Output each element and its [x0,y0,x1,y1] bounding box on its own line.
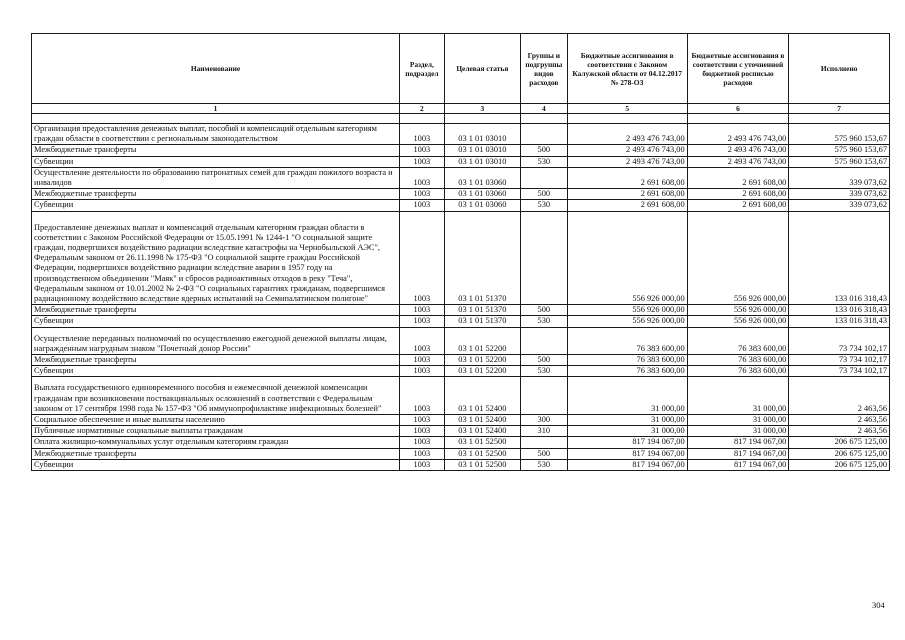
spacer-cell [400,114,445,124]
row-group: 530 [520,459,567,470]
table-row [32,366,890,377]
row-law-amount: 2 691 608,00 [567,167,687,188]
row-name: Субвенции [32,200,400,211]
table-row [32,211,890,305]
row-target: 03 1 01 51370 [444,305,520,316]
row-group: 500 [520,145,567,156]
row-name: Субвенции [32,366,400,377]
row-executed-amount: 73 734 102,17 [789,355,890,366]
row-revised-amount: 2 493 476 743,00 [687,124,789,145]
row-executed-amount: 575 960 153,67 [789,156,890,167]
row-target: 03 1 01 52500 [444,448,520,459]
table-row [32,189,890,200]
row-law-amount: 76 383 600,00 [567,366,687,377]
row-law-amount: 76 383 600,00 [567,327,687,354]
row-section: 1003 [400,211,445,305]
row-revised-amount: 2 493 476 743,00 [687,145,789,156]
row-revised-amount: 817 194 067,00 [687,437,789,448]
row-law-amount: 556 926 000,00 [567,305,687,316]
row-name: Субвенции [32,316,400,327]
row-name: Межбюджетные трансферты [32,145,400,156]
row-name: Предоставление денежных выплат и компенсаций отдельным категориям граждан области в соответствии с Законом Российской Федерации от 15.05.1991 № 1244-1 "О социальной защите граждан, подвергшихся воздействию радиации вследствие катастрофы на Чернобыльской АЭС", Федеральным законом от 26.11.1998 № 175-ФЗ "О социальной защите граждан Российской Федерации, подвергшихся воздействию радиации вследствие аварии в 1957 году на производственном объединении "Маяк" и сбросов радиоактивных отходов в реку "Теча", Федеральным законом от 10.01.2002 № 2-ФЗ "О социальных гарантиях гражданам, подвергшимся радиационному воздействию вследствие ядерных испытаний на Семипалатинском полигоне" [32,211,400,305]
row-name: Межбюджетные трансферты [32,448,400,459]
row-section: 1003 [400,366,445,377]
header-groups: Группы и подгруппы видов расходов [520,34,567,104]
row-revised-amount: 2 691 608,00 [687,167,789,188]
row-revised-amount: 817 194 067,00 [687,448,789,459]
row-group: 530 [520,366,567,377]
row-law-amount: 2 691 608,00 [567,189,687,200]
row-law-amount: 2 493 476 743,00 [567,156,687,167]
row-executed-amount: 133 016 318,43 [789,211,890,305]
row-revised-amount: 31 000,00 [687,377,789,415]
table-row [32,156,890,167]
row-group [520,211,567,305]
row-name: Межбюджетные трансферты [32,189,400,200]
row-executed-amount: 73 734 102,17 [789,366,890,377]
row-group: 530 [520,200,567,211]
table-row [32,200,890,211]
table-row [32,316,890,327]
spacer-cell [789,114,890,124]
row-executed-amount: 73 734 102,17 [789,327,890,354]
row-section: 1003 [400,355,445,366]
row-revised-amount: 2 691 608,00 [687,189,789,200]
row-section: 1003 [400,448,445,459]
row-name: Публичные нормативные социальные выплаты гражданам [32,426,400,437]
column-number: 4 [520,104,567,114]
row-section: 1003 [400,189,445,200]
row-section: 1003 [400,167,445,188]
table-row [32,377,890,415]
row-name: Осуществление деятельности по образованию патронатных семей для граждан пожилого возраста и инвалидов [32,167,400,188]
header-law-allocations: Бюджетные ассигнования в соответствии с Законом Калужской области от 04.12.2017 № 278-ОЗ [567,34,687,104]
row-name: Организация предоставления денежных выплат, пособий и компенсаций отдельным категориям граждан области в соответствии с региональным законодательством [32,124,400,145]
row-executed-amount: 133 016 318,43 [789,305,890,316]
spacer-row [32,114,890,124]
row-name: Оплата жилищно-коммунальных услуг отдельным категориям граждан [32,437,400,448]
row-group: 530 [520,316,567,327]
row-law-amount: 76 383 600,00 [567,355,687,366]
row-revised-amount: 76 383 600,00 [687,327,789,354]
row-law-amount: 2 493 476 743,00 [567,124,687,145]
row-name: Межбюджетные трансферты [32,305,400,316]
row-law-amount: 556 926 000,00 [567,316,687,327]
row-section: 1003 [400,156,445,167]
table-row [32,327,890,354]
row-section: 1003 [400,377,445,415]
column-number: 6 [687,104,789,114]
spacer-cell [687,114,789,124]
row-name: Субвенции [32,459,400,470]
row-target: 03 1 01 52400 [444,415,520,426]
page-number: 304 [872,600,885,610]
row-group [520,377,567,415]
header-row [32,34,890,104]
row-section: 1003 [400,437,445,448]
column-number: 5 [567,104,687,114]
row-section: 1003 [400,327,445,354]
column-number: 3 [444,104,520,114]
row-name: Субвенции [32,156,400,167]
header-section: Раздел, подраздел [400,34,445,104]
row-group: 500 [520,355,567,366]
row-name: Социальное обеспечение и иные выплаты населению [32,415,400,426]
row-executed-amount: 133 016 318,43 [789,316,890,327]
row-target: 03 1 01 52500 [444,459,520,470]
row-revised-amount: 556 926 000,00 [687,305,789,316]
row-group: 500 [520,189,567,200]
header-target: Целевая статья [444,34,520,104]
row-target: 03 1 01 03060 [444,200,520,211]
row-section: 1003 [400,305,445,316]
row-section: 1003 [400,200,445,211]
row-name: Выплата государственного единовременного пособия и ежемесячной денежной компенсации гражданам при возникновении поствакцинальных осложнений в соответствии с Федеральным законом от 17 сентября 1998 года № 157-ФЗ "Об иммунопрофилактике инфекционных болезней" [32,377,400,415]
row-group [520,167,567,188]
table-row [32,145,890,156]
row-target: 03 1 01 03060 [444,167,520,188]
table-row [32,459,890,470]
row-target: 03 1 01 03060 [444,189,520,200]
spacer-cell [520,114,567,124]
row-law-amount: 31 000,00 [567,377,687,415]
row-target: 03 1 01 52200 [444,327,520,354]
row-target: 03 1 01 03010 [444,145,520,156]
row-executed-amount: 2 463,56 [789,415,890,426]
table-row [32,167,890,188]
spacer-cell [32,114,400,124]
row-law-amount: 31 000,00 [567,426,687,437]
row-group [520,437,567,448]
column-number: 1 [32,104,400,114]
row-group [520,327,567,354]
row-executed-amount: 206 675 125,00 [789,448,890,459]
row-target: 03 1 01 52500 [444,437,520,448]
row-group: 530 [520,156,567,167]
spacer-cell [567,114,687,124]
header-name: Наименование [32,34,400,104]
row-revised-amount: 2 493 476 743,00 [687,156,789,167]
row-executed-amount: 206 675 125,00 [789,437,890,448]
row-revised-amount: 556 926 000,00 [687,316,789,327]
table-row [32,426,890,437]
row-law-amount: 31 000,00 [567,415,687,426]
row-target: 03 1 01 51370 [444,211,520,305]
row-revised-amount: 2 691 608,00 [687,200,789,211]
row-revised-amount: 76 383 600,00 [687,355,789,366]
row-law-amount: 817 194 067,00 [567,437,687,448]
row-group: 310 [520,426,567,437]
header-executed: Исполнено [789,34,890,104]
column-number-row [32,104,890,114]
column-number: 7 [789,104,890,114]
row-target: 03 1 01 52400 [444,377,520,415]
row-section: 1003 [400,459,445,470]
row-law-amount: 817 194 067,00 [567,459,687,470]
row-target: 03 1 01 51370 [444,316,520,327]
row-name: Межбюджетные трансферты [32,355,400,366]
table-row [32,448,890,459]
row-revised-amount: 31 000,00 [687,426,789,437]
row-section: 1003 [400,145,445,156]
table-row [32,305,890,316]
table-row [32,437,890,448]
budget-table-body [32,114,890,471]
row-executed-amount: 339 073,62 [789,189,890,200]
row-executed-amount: 575 960 153,67 [789,145,890,156]
row-group [520,124,567,145]
row-law-amount: 2 691 608,00 [567,200,687,211]
row-executed-amount: 2 463,56 [789,426,890,437]
row-executed-amount: 2 463,56 [789,377,890,415]
row-section: 1003 [400,316,445,327]
row-target: 03 1 01 52400 [444,426,520,437]
row-group: 300 [520,415,567,426]
row-executed-amount: 339 073,62 [789,200,890,211]
row-executed-amount: 339 073,62 [789,167,890,188]
row-target: 03 1 01 03010 [444,156,520,167]
column-number: 2 [400,104,445,114]
spacer-cell [444,114,520,124]
row-section: 1003 [400,415,445,426]
row-revised-amount: 76 383 600,00 [687,366,789,377]
row-revised-amount: 31 000,00 [687,415,789,426]
row-name: Осуществление переданных полномочий по осуществлению ежегодной денежной выплаты лицам, награжденным нагрудным знаком "Почетный донор России" [32,327,400,354]
row-group: 500 [520,305,567,316]
row-target: 03 1 01 52200 [444,366,520,377]
row-law-amount: 2 493 476 743,00 [567,145,687,156]
row-law-amount: 817 194 067,00 [567,448,687,459]
budget-table [31,33,890,471]
row-section: 1003 [400,426,445,437]
row-target: 03 1 01 52200 [444,355,520,366]
row-group: 500 [520,448,567,459]
row-section: 1003 [400,124,445,145]
row-revised-amount: 556 926 000,00 [687,211,789,305]
row-executed-amount: 575 960 153,67 [789,124,890,145]
table-row [32,124,890,145]
row-executed-amount: 206 675 125,00 [789,459,890,470]
header-revised-allocations: Бюджетные ассигнования в соответствии с уточненной бюджетной росписью расходов [687,34,789,104]
row-target: 03 1 01 03010 [444,124,520,145]
row-law-amount: 556 926 000,00 [567,211,687,305]
table-row [32,355,890,366]
row-revised-amount: 817 194 067,00 [687,459,789,470]
table-row [32,415,890,426]
